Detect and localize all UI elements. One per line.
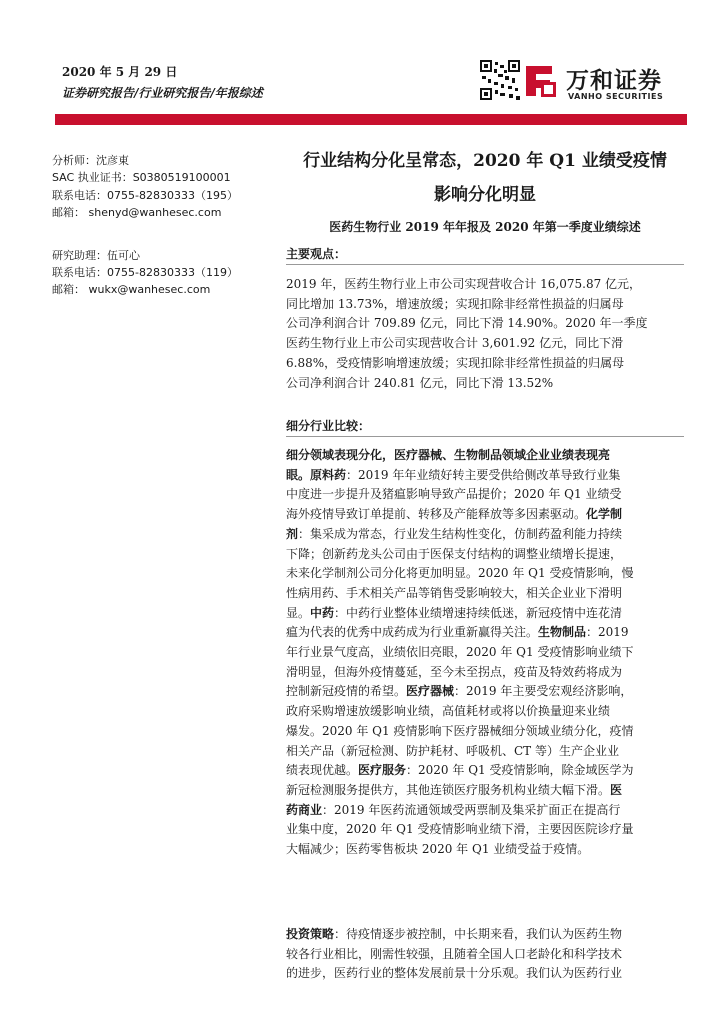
term-tcm: 中药 — [310, 605, 335, 620]
term-commerce: 医 药商业 — [286, 782, 623, 817]
section-divider — [286, 264, 684, 265]
term-biologics: 生物制品 — [538, 625, 587, 640]
sub-industry-lead: 细分领域表现分化，医疗器械、生物制品领域企业业绩表现亮 眼。 — [286, 448, 611, 482]
vanho-logo-icon — [522, 60, 560, 100]
report-date: 2020 年 5 月 29 日 — [62, 65, 178, 79]
main-points-text: 2019 年，医药生物行业上市公司实现营收合计 16,075.87 亿元， 同比增加 13.73%，增速放缓；实现扣除非经常性损益的归属母 公司净利润合计 709.89 亿元，同比下滑 14.90%。2020 年一季度 医药生物行业上市公司实现营收合计 3,601.92 亿元，同比下滑 6.88%，受疫情影响增速放缓；实现扣除非经常性损益的归属母 公司净利润合计 240.81 亿元，同比下滑 13.52% — [286, 277, 648, 390]
report-type: 证券研究报告/行业研究报告/年报综述 — [62, 86, 263, 100]
term-services: 医疗服务 — [358, 763, 407, 778]
analyst-info — [52, 152, 277, 299]
sub-industry-heading: 细分行业比较： — [286, 419, 371, 433]
report-title-line2: 影响分化明显 — [434, 185, 536, 205]
text-devices: ：2019 年主要受宏观经济影响， 政府采购增速放缓影响业绩，高值耗材或将以价换量迎来业绩 爆发。2020 年 Q1 疫情影响下医疗器械细分领域业绩分化，疫情 相关产品（新冠检测、防护耗材、呼吸机、CT 等）生产企业业 绩表现优越。 — [286, 684, 634, 778]
section-divider — [286, 436, 684, 437]
sub-industry-text — [286, 446, 684, 860]
text-commerce: ：2019 年医药流通领域受两票制及集采扩面正在提高行 业集中度，2020 年 Q1 受疫情影响业绩下滑，主要因医院诊疗量 大幅减少；医药零售板块 2020 年 Q1 业绩受益于疫情。 — [286, 802, 634, 857]
assistant-email: 邮箱： wukx@wanhesec.com — [52, 283, 211, 297]
term-devices: 医疗器械 — [406, 684, 455, 699]
company-logo — [522, 60, 682, 104]
text-chemical: ：集采成为常态，行业发生结构性变化，仿制药盈利能力持续 下降；创新药龙头公司由于医保支付结构的调整业绩增长提速， 未来化学制剂公司分化将更加明显。2020 年 Q1 受疫情影响，慢 性病用药、手术相关产品等销售受影响较大，相关企业业下滑明 显。 — [286, 526, 634, 620]
text-services: ：2020 年 Q1 受疫情影响，除金域医学为 新冠检测服务提供方，其他连锁医疗服务机构业绩大幅下滑。 — [286, 763, 634, 797]
main-points-heading: 主要观点： — [286, 247, 347, 261]
term-api: 原料药 — [310, 467, 347, 482]
strategy-body: ：待疫情逐步被控制，中长期来看，我们认为医药生物 较各行业相比，刚需性较强，且随着全国人口老龄化和科学技术 的进步，医药行业的整体发展前景十分乐观。我们认为医药行业 — [286, 927, 623, 981]
analyst-name: 分析师：沈彦東 — [52, 154, 129, 167]
analyst-phone: 联系电话：0755-82830333（195） — [52, 188, 238, 202]
text-api: ：2019 年年业绩好转主要受供给侧改革导致行业集 中度进一步提升及猪瘟影响导致产品提价；2020 年 Q1 业绩受 海外疫情导致订单提前、转移及产能释放等多因素驱动。 — [286, 467, 622, 522]
assistant-name: 研究助理：伍可心 — [52, 248, 140, 262]
strategy-text — [286, 925, 684, 984]
report-subtitle: 医药生物行业 2019 年年报及 2020 年第一季度业绩综述 — [329, 220, 641, 234]
analyst-sac: SAC 执业证书：S0380519100001 — [52, 171, 231, 185]
qr-code-icon — [480, 60, 520, 100]
logo-text-en: VANHO SECURITIES — [568, 92, 664, 101]
text-biologics: ：2019 年行业景气度高，业绩依旧亮眼，2020 年 Q1 受疫情影响业绩下 滑明显，但海外疫情蔓延，至今未至拐点，疫苗及特效药将成为 控制新冠疫情的希望。 — [286, 625, 634, 699]
assistant-phone: 联系电话：0755-82830333（119） — [52, 266, 238, 280]
analyst-email: 邮箱： shenyd@wanhesec.com — [52, 206, 222, 220]
header-red-bar — [55, 114, 687, 125]
strategy-label: 投资策略 — [286, 927, 335, 941]
text-tcm: ：中药行业整体业绩增速持续低迷，新冠疫情中连花清 瘟为代表的优秀中成药成为行业重新赢得关注。 — [286, 605, 623, 640]
term-chemical: 化学制 剂 — [286, 507, 623, 541]
report-title-line1: 行业结构分化呈常态，2020 年 Q1 业绩受疫情 — [303, 151, 667, 171]
logo-text-cn: 万和证券 — [566, 68, 662, 94]
